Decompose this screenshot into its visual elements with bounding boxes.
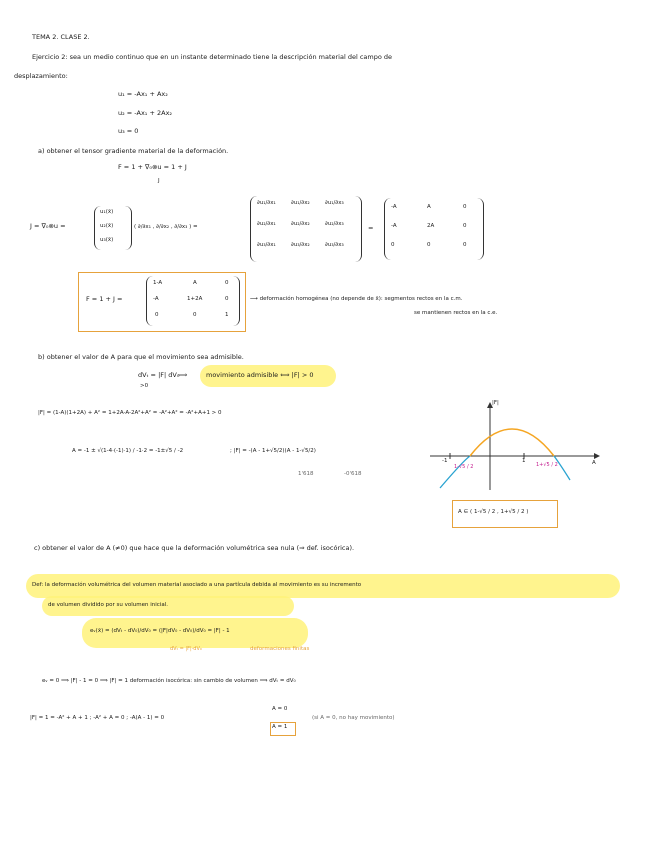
partial-33: ∂u₃/∂x₃ [325,242,344,248]
finite-deformation-note: deformaciones finitas [250,646,310,652]
jacobian-matrix [384,198,484,260]
graph-root-left: 1-√5 / 2 [454,464,474,470]
F-13: 0 [225,280,229,286]
F-23: 0 [225,296,229,302]
J-21: -A [391,223,397,229]
F-21: -A [153,296,159,302]
no-motion-note: (si A = 0, no hay movimiento) [312,715,395,721]
homogeneous-note: ⟶ deformación homogénea (no depende de x̄): segmentos rectos en la c.m. [250,296,463,302]
root-approx-2: -0'618 [344,471,362,477]
partials-matrix [250,196,362,262]
definition-line-2: de volumen dividido por su volumen inicial. [48,602,168,608]
J-33: 0 [463,242,467,248]
equals-sign: = [368,224,374,232]
homogeneous-note-cont: se mantienen rectos en la c.e. [414,310,498,316]
graph-y-label: |F| [492,400,499,406]
isochoric-condition: eᵥ = 0 ⟹ |F| - 1 = 0 ⟹ |F| = 1 deformación isocórica: sin cambio de volumen ⟹ dVₜ = dV₀ [42,678,296,684]
J-32: 0 [427,242,431,248]
volume-substitution-note: dVₜ = |F|·dV₀ [170,646,202,652]
partial-23: ∂u₂/∂x₃ [325,221,344,227]
u-component-3: u₃(x̄) [100,237,114,243]
F-33: 1 [225,312,229,318]
J-31: 0 [391,242,395,248]
implies-arrow: ⟹ [178,371,188,379]
page-header: TEMA 2. CLASE 2. [32,33,90,41]
J-12: A [427,204,431,210]
jacobian-lhs: J = ∇₀⊗u = [30,222,66,230]
partial-22: ∂u₂/∂x₂ [291,221,310,227]
admissible-range: A ∈ ( 1-√5 / 2 , 1+√5 / 2 ) [458,509,529,515]
partial-21: ∂u₂/∂x₁ [257,221,276,227]
deformation-gradient-def: F = 1 + ∇₀⊗u = 1 + J [118,163,187,171]
deformation-gradient-def-label: J [158,178,160,184]
J-11: -A [391,204,397,210]
a-axis-arrow [594,453,600,459]
F-31: 0 [155,312,159,318]
F-12: A [193,280,197,286]
partial-31: ∂u₃/∂x₁ [257,242,276,248]
exercise-statement-cont: desplazamiento: [14,72,68,80]
volumetric-strain-formula: eᵥ(x̄) = (dVₜ - dV₀)/dV₀ = (|F|dV₀ - dV₀)/dV₀ = |F| - 1 [90,628,230,634]
J-22: 2A [427,223,435,229]
u-component-2: u₂(x̄) [100,223,114,229]
F-11: 1-A [153,280,163,286]
parabola-plot [420,398,600,498]
part-c-heading: c) obtener el valor de A (≠0) que hace que la deformación volumétrica sea nula (⇒ def. isocórica). [34,544,355,552]
F-32: 0 [193,312,197,318]
graph-tick-right: 1 [522,458,526,464]
final-equation: |F| = 1 = -A² + A + 1 ; -A² + A = 0 ; -A(A - 1) = 0 [30,715,165,721]
factored-determinant: ; |F| = -(A - 1+√5/2)(A - 1-√5/2) [230,448,316,454]
u-component-1: u₁(x̄) [100,209,114,215]
F-lhs: F = 1 + J = [86,295,123,303]
quadratic-roots: A = -1 ± √(1-4·(-1)·1) / -1·2 = -1±√5 / -2 [72,448,184,454]
graph-root-right: 1+√5 / 2 [536,462,558,468]
partial-32: ∂u₃/∂x₂ [291,242,310,248]
displacement-eq-3: u₃ = 0 [118,127,139,135]
solution-a-zero: A = 0 [272,706,288,712]
curve-positive-arc [470,429,554,456]
F-matrix [146,276,240,326]
part-b-heading: b) obtener el valor de A para que el movimiento sea admisible. [38,353,244,361]
graph-tick-left: -1 [442,458,448,464]
volume-positive-note: >0 [140,383,149,389]
part-a-heading: a) obtener el tensor gradiente material de la deformación. [38,147,229,155]
J-13: 0 [463,204,467,210]
determinant-expansion: |F| = (1-A)(1+2A) + A² = 1+2A-A-2A²+A² = -A²+A² = -A²+A+1 > 0 [38,410,222,416]
displacement-eq-2: u₂ = -Ax₁ + 2Ax₂ [118,109,173,117]
partial-11: ∂u₁/∂x₁ [257,200,276,206]
solution-a-one: A = 1 [272,724,288,730]
curve-right-tail [554,456,570,480]
partial-12: ∂u₁/∂x₂ [291,200,310,206]
partial-13: ∂u₁/∂x₃ [325,200,344,206]
determinant-graph [420,398,600,498]
admissibility-condition: movimiento admisible ⟺ |F| > 0 [206,371,314,379]
root-approx-1: 1'618 [298,471,314,477]
F-22: 1+2A [187,296,203,302]
volume-relation: dVₜ = |F| dV₀ [138,371,180,379]
graph-x-label: A [592,460,596,466]
gradient-operator: ( ∂/∂x₁ , ∂/∂x₂ , ∂/∂x₃ ) = [134,224,198,230]
definition-line-1: Def: la deformación volumétrica del volumen material asociado a una partícula debida al movimiento es su incremento [32,582,362,588]
displacement-eq-1: u₁ = -Ax₁ + Ax₂ [118,90,168,98]
exercise-statement: Ejercicio 2: sea un medio continuo que en un instante determinado tiene la descripción material del campo de [32,53,393,61]
J-23: 0 [463,223,467,229]
displacement-vector [94,206,132,250]
